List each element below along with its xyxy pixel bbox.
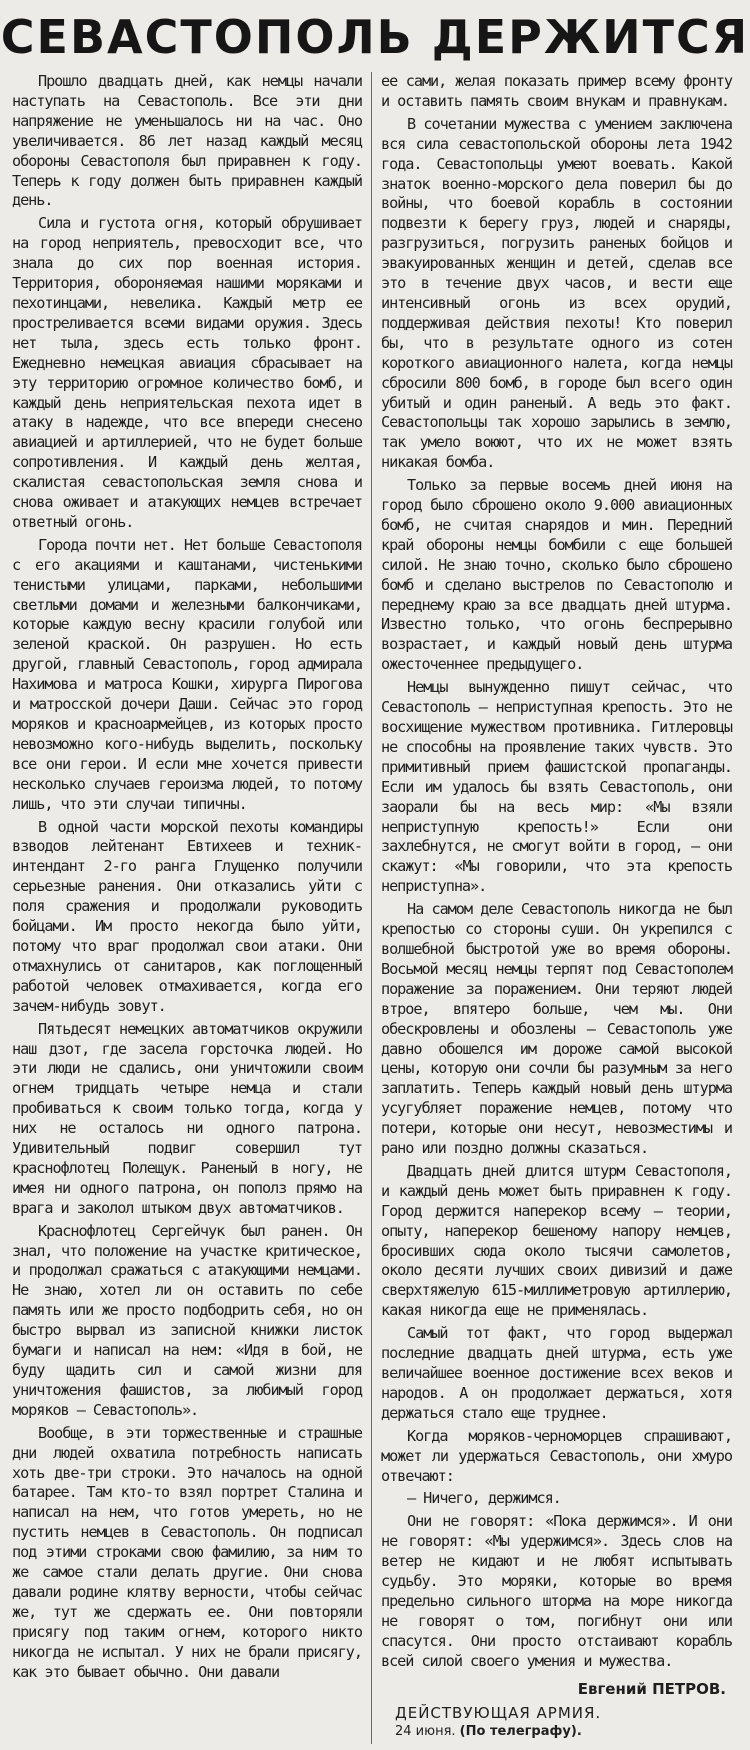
paragraph: — Ничего, держимся. — [407, 1489, 561, 1508]
telegraph-note: (По телеграфу). — [459, 1723, 582, 1739]
author-name: Евгений ПЕТРОВ. — [577, 1679, 726, 1698]
paragraph: В одной части морской пехоты командиры взводов лейтенант Евтихеев и техник-интендант 2-го ранга Глущенко получили серьезные ранения. Они отказались уйти с поля сражения и продолжали руководить бойцами. Им просто некогда было уйти, потому что враг продолжал свои атаки. Они отмахнулись от санитаров, как поглощенный работой человек отмахивается, когда его зачем-нибудь зовут. — [12, 817, 362, 1015]
paragraph: Пятьдесят немецких автоматчиков окружили наш дзот, где засела горсточка людей. Но эти люди не сдались, они уничтожили своим огнем тридцать четыре немца и стали пробиваться к своим только тогда, когда у них не осталось ни одного патрона. Удивительный подвиг совершил тут краснофлотец Полещук. Раненый в ногу, не имея ни одного патрона, он пополз прямо на врага и заколол штыком двух автоматчиков. — [12, 1019, 362, 1217]
paragraph: Вообще, в эти торжественные и страшные дни людей охватила потребность написать хоть две-три строки. Это началось на одной батарее. Там кто-то взял портрет Сталина и написал на нем, что готов умереть, но не пустить немцев в Севастополь. Он подписал под этими строками свою фамилию, за ним то же самое стали делать другие. Они снова давали родине клятву верности, чтобы сейчас же, тут же сдержать ее. Они повторяли присягу под таким огнем, которого никто никогда не испытал. У них не брали присягу, как это бывает обычно. Они давали — [12, 1423, 362, 1681]
left-column — [8, 72, 371, 1744]
paragraph: Сила и густота огня, который обрушивает на город неприятель, превосходит все, что знала до сих пор военная история. Территория, обороняемая нашими моряками и пехотинцами, невелика. Каждый метр ее простреливается всеми видами оружия. Здесь нет тыла, здесь есть только фронт. Ежедневно немецкая авиация сбрасывает на эту территорию огромное количество бомб, и каждый день неприятельская пехота идет в атаку в надежде, что все впереди снесено авиацией и артиллерией, что не будет больше сопротивления. И каждый день желтая, скалистая севастопольская земля снова и снова оживает и атакующих немцев встречает ответный огонь. — [12, 214, 362, 531]
paragraph: Немцы вынужденно пишут сейчас, что Севастополь — неприступная крепость. Это не восхищение мужеством противника. Гитлеровцы не способны на проявление таких чувств. Это примитивный прием фашистской пропаганды. Если им удалось бы взять Севастополь, они заорали бы на весь мир: «Мы взяли неприступную крепость!» Если они захлебнутся, не смогут войти в город, — они скажут: «Мы говорили, что эта крепость неприступна». — [381, 678, 732, 896]
paragraph: Двадцать дней длится штурм Севастополя, и каждый день может быть приравнен к году. Город держится наперекор всему — теории, опыту, наперекор бешеному напору немцев, бросивших сюда около тысячи самолетов, около десяти лучших своих дивизий и даже сверхтяжелую 615-миллиметровую артиллерию, какая никогда еще не применялась. — [381, 1161, 732, 1320]
paragraph: Самый тот факт, что город выдержал последние двадцать дней штурма, есть уже величайшее военное достижение всех веков и народов. А он продолжает держаться, хотя держаться стало еще труднее. — [381, 1324, 732, 1422]
paragraph-continuation: ее сами, желая показать пример всему фронту и оставить память своим внукам и правнукам. — [381, 72, 732, 110]
paragraph: Только за первые восемь дней июня на город было сброшено около 9.000 авиационных бомб, не считая снарядов и мин. Передний край обороны немцы бомбили с еще большей силой. Не знаю точно, сколько было сброшено бомб и сделано выстрелов по Севастополю и переднему краю за все двадцать дней штурма. Известно только, что огонь беспрерывно возрастает, и каждый новый день штурма ожесточеннее предыдущего. — [381, 476, 732, 674]
unit-line: ДЕЙСТВУЮЩАЯ АРМИЯ. — [395, 1703, 602, 1722]
headline: СЕВАСТОПОЛЬ ДЕРЖИТСЯ — [0, 10, 750, 64]
date: 24 июня. — [395, 1723, 456, 1739]
paragraph: Краснофлотец Сергейчук был ранен. Он знал, что положение на участке критическое, и продолжал сражаться с атакующими немцами. Не знаю, хотел ли он оставить по себе память или же просто подбодрить себя, но он быстро вырвал из записной книжки листок бумаги и написал на нем: «Идя в бой, не буду щадить сил и самой жизни для уничтожения фашистов, за любимый город моряков — Севастополь». — [12, 1221, 362, 1419]
paragraph: В сочетании мужества с умением заключена вся сила севастопольской обороны лета 1942 года. Севастопольцы умеют воевать. Какой знаток военно-морского дела поверил бы до войны, что боевой корабль в состоянии подвезти к берегу груз, людей и снаряды, разгрузиться, погрузить раненых бойцов и эвакуированных женщин и детей, сделав все это в течение двух часов, и вести еще интенсивный огонь из всех орудий, поддерживая действия пехоты! Кто поверил бы, что в результате одного из сотен короткого авиационного налета, когда немцы сбросили 800 бомб, в городе был всего один убитый и один раненый. А ведь это факт. Севастопольцы так хорошо зарылись в землю, так умело воюют, что их не может взять никакая бомба. — [381, 114, 732, 472]
signature-block — [381, 1680, 732, 1739]
paragraph: Города почти нет. Нет больше Севастополя с его акациями и каштанами, чистенькими тенистыми улицами, парками, небольшими светлыми домами и железными балкончиками, которые каждую весну красили голубой или зеленой краской. Он разрушен. Но есть другой, главный Севастополь, город адмирала Нахимова и матроса Кошки, хирурга Пирогова и матросской дочери Даши. Сейчас это город моряков и красноармейцев, из которых просто невозможно кого-нибудь выделить, поскольку все они герои. И если мне хочется привести несколько случаев героизма людей, то потому лишь, что эти случаи типичны. — [12, 535, 362, 813]
right-column — [372, 72, 735, 1744]
article-columns — [8, 72, 742, 1744]
paragraph: Они не говорят: «Пока держимся». И они не говорят: «Мы удержимся». Здесь слов на ветер не кидают и не любят испытывать судьбу. Это моряки, которые во время предельно сильного шторма на море никогда не говорят о том, погибнут они или спасутся. Они просто отстаивают корабль всей силой своего умения и мужества. — [381, 1512, 732, 1670]
paragraph: Прошло двадцать дней, как немцы начали наступать на Севастополь. Все эти дни напряжение не уменьшалось ни на час. Оно увеличивается. 86 лет назад каждый месяц обороны Севастополя был приравнен к году. Теперь к году должен быть приравнен каждый день. — [12, 72, 362, 210]
paragraph: Когда моряков-черноморцев спрашивают, может ли удержаться Севастополь, они хмуро отвечают: — [381, 1426, 732, 1485]
dateline — [395, 1724, 732, 1739]
paragraph: На самом деле Севастополь никогда не был крепостью со стороны суши. Он укрепился с волшебной быстротой уже во время обороны. Восьмой месяц немцы терпят под Севастополем поражение за поражением. Они теряют людей втрое, впятеро больше, чем мы. Они обескровлены и обозлены — Севастополь уже давно обошелся им дороже самой высокой цены, которую они сочли бы разумным за него заплатить. Теперь каждый новый день штурма усугубляет поражение немцев, потому что потери, которые они несут, невозместимы и рано или поздно должны сказаться. — [381, 900, 732, 1158]
